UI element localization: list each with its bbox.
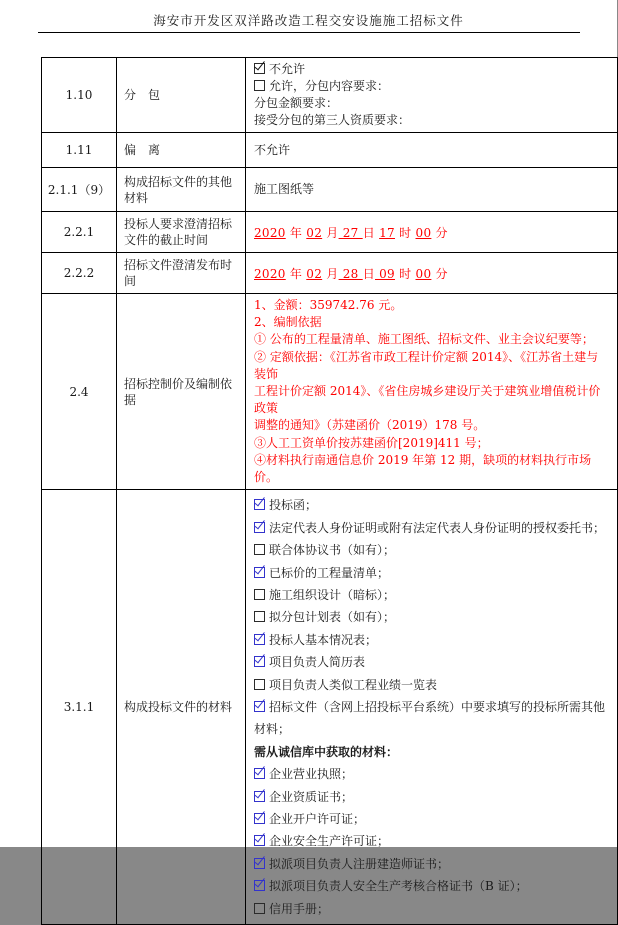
checklist-item: 法定代表人身份证明或附有法定代表人身份证明的授权委托书； bbox=[254, 517, 609, 539]
row-content bbox=[246, 490, 618, 925]
check-tick-icon bbox=[254, 562, 265, 574]
checklist-item: 投标函； bbox=[254, 494, 609, 516]
date-field-label: 月 bbox=[322, 225, 339, 240]
date-field-label: 日 bbox=[362, 266, 375, 281]
checkbox-checked-icon bbox=[254, 858, 265, 869]
date-field-label: 时 bbox=[394, 225, 416, 240]
spec-table bbox=[41, 57, 618, 925]
content-line: ④材料执行南通信息价 2019 年第 12 期，缺项的材料执行市场价。 bbox=[254, 452, 592, 485]
table-row bbox=[42, 294, 618, 490]
date-value bbox=[254, 265, 609, 282]
row-label: 招标文件澄清发布时间 bbox=[117, 253, 246, 294]
date-field-label: 日 bbox=[362, 225, 380, 240]
date-field-value: 28 bbox=[338, 266, 363, 281]
document-title: 海安市开发区双洋路改造工程交安设施施工招标文件 bbox=[153, 13, 464, 28]
date-field-label: 月 bbox=[322, 266, 339, 281]
date-field-label: 年 bbox=[285, 225, 307, 240]
content-line: 不允许 bbox=[254, 142, 291, 157]
table-row bbox=[42, 253, 618, 294]
row-label: 偏 离 bbox=[117, 133, 246, 168]
document-header bbox=[0, 0, 617, 28]
checklist-item: 企业营业执照； bbox=[254, 763, 609, 785]
content-line: ③人工工资单价按苏建函价[2019]411 号； bbox=[254, 435, 489, 450]
checklist-item: 施工组织设计（暗标）； bbox=[254, 584, 609, 606]
check-tick-icon bbox=[254, 831, 265, 843]
content-line: 1、金额：359742.76 元。 bbox=[254, 298, 403, 312]
check-tick-icon bbox=[254, 517, 265, 529]
date-field-label: 分 bbox=[431, 266, 448, 281]
checkbox-unchecked-icon bbox=[254, 679, 265, 690]
table-row bbox=[42, 168, 618, 212]
checklist-item: 企业开户许可证； bbox=[254, 808, 609, 830]
row-content bbox=[246, 133, 618, 168]
row-label: 构成招标文件的其他材料 bbox=[117, 168, 246, 212]
content-line: 施工图纸等 bbox=[254, 182, 315, 196]
checkbox-checked-icon bbox=[254, 701, 265, 712]
date-field-value: 17 bbox=[379, 225, 395, 240]
checklist-item: 拟派项目负责人注册建造师证书； bbox=[254, 853, 609, 875]
row-label: 分 包 bbox=[117, 58, 246, 133]
date-field-value: 02 bbox=[306, 266, 323, 281]
checklist-item: 投标人基本情况表； bbox=[254, 629, 609, 651]
checkbox-checked-icon bbox=[254, 567, 265, 578]
row-number: 2.1.1（9） bbox=[42, 168, 117, 212]
checkbox-checked-icon bbox=[254, 768, 265, 779]
checklist-item: 信用手册； bbox=[254, 898, 609, 920]
check-tick-icon bbox=[254, 629, 265, 641]
checklist-item: 允许，分包内容要求： bbox=[254, 78, 609, 95]
table-row bbox=[42, 133, 618, 168]
header-rule bbox=[38, 32, 580, 33]
date-field-value: 09 bbox=[375, 266, 395, 281]
checklist-item: 不允许 bbox=[254, 61, 609, 78]
row-number: 2.2.1 bbox=[42, 212, 117, 253]
checklist-item: 项目负责人类似工程业绩一览表 bbox=[254, 674, 609, 696]
checklist-item: 企业资质证书； bbox=[254, 786, 609, 808]
date-field-value: 2020 bbox=[254, 266, 286, 281]
table-row bbox=[42, 490, 618, 925]
date-field-value: 2020 bbox=[254, 225, 286, 240]
row-label: 投标人要求澄清招标文件的截止时间 bbox=[117, 212, 246, 253]
row-label: 招标控制价及编制依据 bbox=[117, 294, 246, 490]
check-tick-icon bbox=[254, 495, 265, 507]
content-line: 接受分包的第三人资质要求： bbox=[254, 113, 411, 127]
row-content bbox=[246, 212, 618, 253]
checkbox-checked-icon bbox=[254, 634, 265, 645]
checklist-item: 拟派项目负责人安全生产考核合格证书（B 证）； bbox=[254, 875, 609, 897]
checklist-item: 已标价的工程量清单； bbox=[254, 562, 609, 584]
checklist-item: 联合体协议书（如有）； bbox=[254, 539, 609, 561]
check-tick-icon bbox=[254, 876, 265, 888]
row-number: 2.2.2 bbox=[42, 253, 117, 294]
date-field-value: 00 bbox=[415, 266, 432, 281]
table-row bbox=[42, 212, 618, 253]
row-number: 1.10 bbox=[42, 58, 117, 133]
checklist-item: 企业安全生产许可证； bbox=[254, 830, 609, 852]
checkbox-checked-icon bbox=[254, 656, 265, 667]
checkbox-checked-icon bbox=[254, 835, 265, 846]
check-tick-icon bbox=[254, 809, 265, 821]
date-field-value: 02 bbox=[306, 225, 323, 240]
row-number: 1.11 bbox=[42, 133, 117, 168]
section-heading: 需从诚信库中获取的材料： bbox=[254, 744, 399, 759]
check-tick-icon bbox=[254, 786, 265, 798]
checklist-item: 拟分包计划表（如有）； bbox=[254, 606, 609, 628]
checkbox-unchecked-icon bbox=[254, 544, 265, 555]
checkbox-unchecked-icon bbox=[254, 611, 265, 622]
check-tick-icon bbox=[254, 697, 265, 709]
table-row bbox=[42, 58, 618, 133]
date-field-value: 00 bbox=[415, 225, 432, 240]
content-line: ① 公布的工程量清单、施工图纸、招标文件、业主会议纪要等； bbox=[254, 332, 594, 347]
checkbox-unchecked-icon bbox=[254, 589, 265, 600]
check-tick-icon bbox=[254, 764, 265, 776]
checkbox-checked-icon bbox=[254, 880, 265, 891]
row-content bbox=[246, 294, 618, 490]
row-content bbox=[246, 58, 618, 133]
content-line: ② 定额依据：《江苏省市政工程计价定额 2014》、《江苏省土建与装饰 bbox=[254, 349, 599, 381]
date-field-label: 时 bbox=[394, 266, 416, 281]
date-field-value: 27 bbox=[338, 225, 363, 240]
check-tick-icon bbox=[254, 652, 265, 664]
row-number: 2.4 bbox=[42, 294, 117, 490]
checklist-item: 招标文件（含网上招投标平台系统）中要求填写的投标所需其他材料； bbox=[254, 696, 609, 741]
checkbox-checked-icon bbox=[254, 63, 265, 74]
checkbox-checked-icon bbox=[254, 791, 265, 802]
checkbox-unchecked-icon bbox=[254, 80, 265, 91]
check-tick-icon bbox=[254, 854, 265, 866]
checklist-item: 项目负责人简历表 bbox=[254, 651, 609, 673]
spec-table-body bbox=[42, 58, 618, 925]
row-number: 3.1.1 bbox=[42, 490, 117, 925]
date-value bbox=[254, 224, 609, 241]
row-label: 构成投标文件的材料 bbox=[117, 490, 246, 925]
row-content bbox=[246, 168, 618, 212]
checkbox-checked-icon bbox=[254, 499, 265, 510]
content-line: 工程计价定额 2014》、《省住房城乡建设厅关于建筑业增值税计价政策 bbox=[254, 384, 601, 416]
date-field-label: 分 bbox=[431, 225, 448, 240]
check-tick-icon bbox=[254, 59, 265, 71]
content-line: 2、编制依据 bbox=[254, 315, 322, 330]
checkbox-unchecked-icon bbox=[254, 903, 265, 914]
checkbox-checked-icon bbox=[254, 813, 265, 824]
checkbox-checked-icon bbox=[254, 522, 265, 533]
content-line: 分包金额要求： bbox=[254, 96, 339, 110]
date-field-label: 年 bbox=[285, 266, 307, 281]
content-line: 调整的通知》（苏建函价（2019）178 号。 bbox=[254, 418, 486, 433]
row-content bbox=[246, 253, 618, 294]
